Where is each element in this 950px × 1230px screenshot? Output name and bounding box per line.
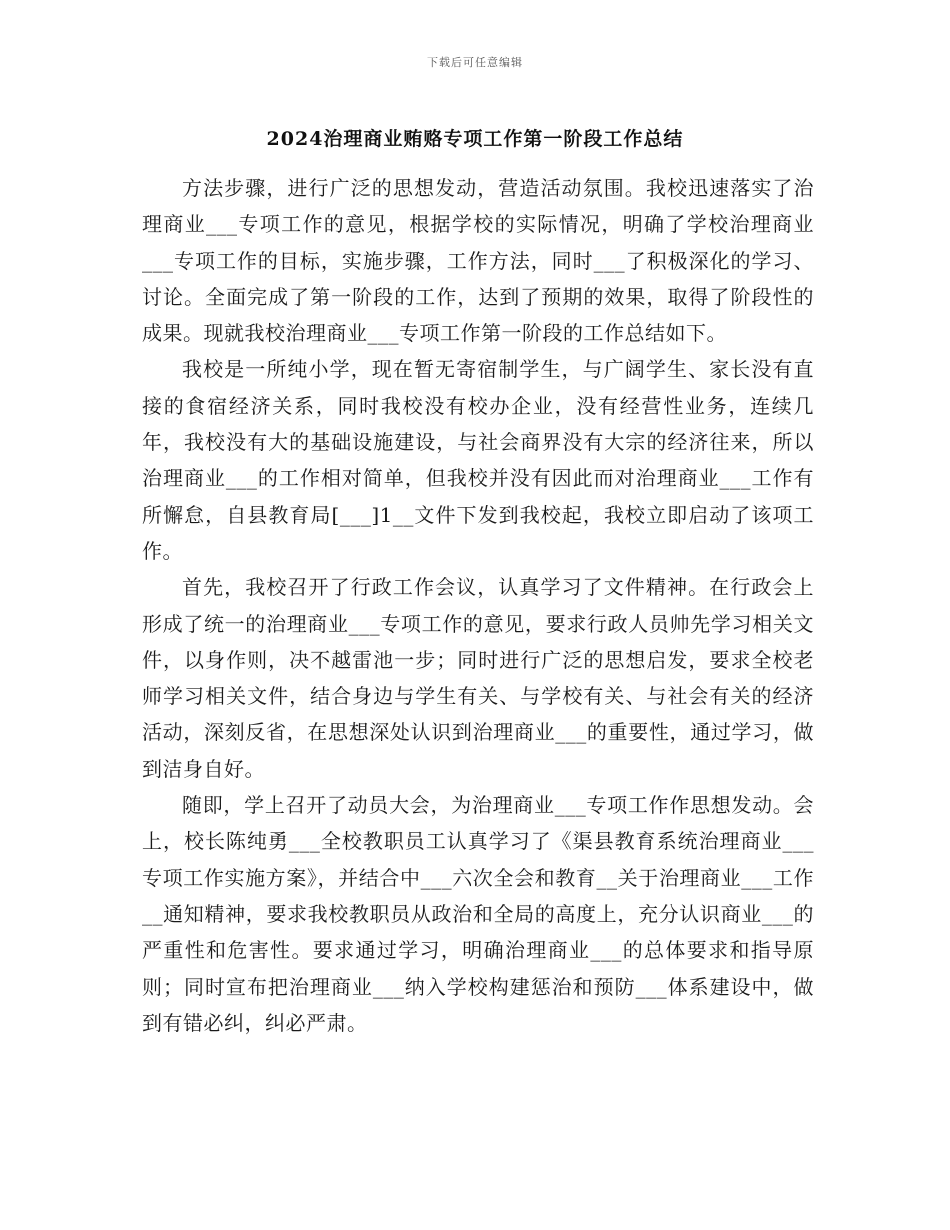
paragraph-3: 首先，我校召开了行政工作会议，认真学习了文件精神。在行政会上形成了统一的治理商业___专项工作的意见，要求行政人员帅先学习相关文件，以身作则，决不越雷池一步；同时进行广泛的思想启发，要求全校老师学习相关文件，结合身边与学生有关、与学校有关、与社会有关的经济活动，深刻反省，在思想深处认识到治理商业___的重要性，通过学习，做到洁身自好。 — [142, 575, 814, 781]
header-note: 下载后可任意编辑 — [427, 56, 523, 69]
paragraph-1: 方法步骤，进行广泛的思想发动，营造活动氛围。我校迅速落实了治理商业___专项工作的意见，根据学校的实际情况，明确了学校治理商业___专项工作的目标，实施步骤，工作方法，同时___了积极深化的学习、讨论。全面完成了第一阶段的工作，达到了预期的效果，取得了阶段性的成果。现就我校治理商业___专项工作第一阶段的工作总结如下。 — [142, 176, 814, 346]
document-body — [142, 170, 814, 1041]
paragraph-2: 我校是一所纯小学，现在暂无寄宿制学生，与广阔学生、家长没有直接的食宿经济关系，同时我校没有校办企业，没有经营性业务，连续几年，我校没有大的基础设施建设，与社会商界没有大宗的经济往来，所以治理商业___的工作相对简单，但我校并没有因此而对治理商业___工作有所懈怠，自县教育局[___]1__文件下发到我校起，我校立即启动了该项工作。 — [142, 357, 814, 563]
paragraph-4: 随即，学上召开了动员大会，为治理商业___专项工作作思想发动。会上，校长陈纯勇___全校教职员工认真学习了《渠县教育系统治理商业___专项工作实施方案》，并结合中___六次全会和教育__关于治理商业___工作__通知精神，要求我校教职员从政治和全局的高度上，充分认识商业___的严重性和危害性。要求通过学习，明确治理商业___的总体要求和指导原则；同时宣布把治理商业___纳入学校构建惩治和预防___体系建设中，做到有错必纠，纠必严肃。 — [142, 793, 814, 1035]
document-title: 2024治理商业贿赂专项工作第一阶段工作总结 — [266, 128, 684, 150]
